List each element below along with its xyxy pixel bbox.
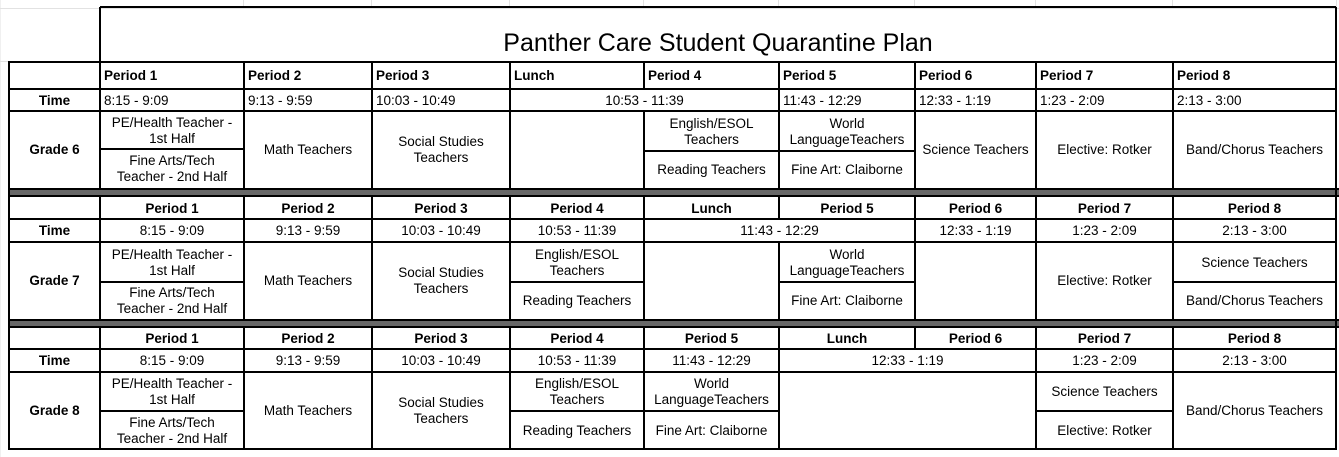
grade8-header-p6: Period 6 (948, 331, 1003, 346)
grade7-p8-top: Science Teachers (1201, 254, 1308, 270)
grade8-p5-top: World LanguageTeachers (654, 376, 769, 407)
grade6-time-p7: 1:23 - 2:09 (1040, 92, 1105, 108)
grade8-label: Grade 8 (29, 403, 80, 418)
grade6-p5-bottom: Fine Art: Claiborne (791, 162, 903, 177)
grade6-header-p8: Period 8 (1177, 68, 1231, 83)
grade7-time-p4: 10:53 - 11:39 (537, 223, 617, 238)
grade8-p4-top: English/ESOL Teachers (534, 376, 620, 407)
grade7-time-p6: 12:33 - 1:19 (939, 223, 1012, 238)
grade6-header-p4: Period 4 (648, 68, 702, 83)
grade8-time-p8: 2:13 - 3:00 (1222, 353, 1287, 368)
grade7-time-p8: 2:13 - 3:00 (1222, 223, 1287, 238)
grade6-time-p3: 10:03 - 10:49 (376, 92, 456, 108)
grade7-p5-top: World LanguageTeachers (789, 246, 905, 278)
grade8-time-p4: 10:53 - 11:39 (537, 353, 617, 368)
grade6-p8: Band/Chorus Teachers (1185, 142, 1324, 157)
grade8-time-lunch-p6: 12:33 - 1:19 (871, 353, 944, 368)
grade6-p7: Elective: Rotker (1057, 142, 1152, 157)
grade8-header-p8: Period 8 (1227, 331, 1282, 346)
grade8-header-p2: Period 2 (281, 331, 335, 346)
grade6-p2: Math Teachers (263, 142, 353, 157)
grade6-header-p2: Period 2 (248, 68, 302, 83)
grade7-header-lunch: Lunch (691, 200, 732, 216)
grade8-time-p5: 11:43 - 12:29 (672, 353, 751, 368)
grade6-header-p1: Period 1 (104, 68, 158, 83)
grade6-p4-bottom: Reading Teachers (657, 162, 766, 177)
grade7-header-p6: Period 6 (948, 200, 1003, 216)
grade8-header-p4: Period 4 (550, 331, 604, 346)
grade8-time-label: Time (38, 353, 71, 368)
grade7-p7: Elective: Rotker (1057, 273, 1152, 288)
grade8-p4-bottom: Reading Teachers (522, 422, 632, 438)
grade7-header-p5: Period 5 (820, 200, 874, 216)
grade7-header-p1: Period 1 (145, 200, 199, 216)
grade7-time-p2: 9:13 - 9:59 (275, 223, 341, 238)
grade6-p4-top: English/ESOL Teachers (669, 115, 754, 147)
grade8-p7-top: Science Teachers (1051, 384, 1158, 399)
grade6-time-label: Time (38, 92, 71, 108)
grade7-header-p7: Period 7 (1077, 200, 1132, 216)
grade6-p3: Social Studies Teachers (398, 134, 484, 165)
grade6-header-p6: Period 6 (919, 68, 973, 83)
grade7-time-lunch-p5: 11:43 - 12:29 (740, 223, 819, 238)
grade8-header-p3: Period 3 (414, 331, 468, 346)
grade7-header-p2: Period 2 (281, 200, 335, 216)
grade7-time-p7: 1:23 - 2:09 (1072, 223, 1137, 238)
grade6-time-p1: 8:15 - 9:09 (104, 92, 169, 108)
grade6-p1-top: PE/Health Teacher - 1st Half (111, 114, 233, 146)
grade8-p2: Math Teachers (263, 403, 353, 418)
grade7-p4-bottom: Reading Teachers (522, 293, 632, 308)
grade6-label: Grade 6 (29, 142, 80, 157)
grade7-p3: Social Studies Teachers (398, 265, 484, 296)
page-title: Panther Care Student Quarantine Plan (503, 29, 933, 57)
grade6-time-p6: 12:33 - 1:19 (919, 92, 992, 108)
grade6-p1-bottom: Fine Arts/Tech Teacher - 2nd Half (116, 153, 228, 184)
grade6-p6: Science Teachers (922, 142, 1029, 157)
grade7-time-label: Time (38, 223, 71, 238)
grade6-header-p3: Period 3 (376, 68, 430, 83)
grade8-header-p1: Period 1 (145, 331, 199, 346)
grade7-label: Grade 7 (29, 273, 80, 288)
grade8-time-p7: 1:23 - 2:09 (1072, 353, 1137, 368)
grade8-time-p3: 10:03 - 10:49 (401, 353, 481, 368)
grade7-header-p4: Period 4 (550, 200, 604, 216)
grade8-header-p5: Period 5 (684, 331, 739, 346)
grade8-time-p1: 8:15 - 9:09 (139, 353, 205, 368)
grade7-p4-top: English/ESOL Teachers (534, 246, 620, 278)
grade7-time-p3: 10:03 - 10:49 (401, 223, 481, 238)
grade8-p8: Band/Chorus Teachers (1185, 403, 1324, 418)
grade8-p5-bottom: Fine Art: Claiborne (655, 422, 768, 438)
grade7-p1-bottom: Fine Arts/Tech Teacher - 2nd Half (116, 285, 228, 316)
grade7-p2: Math Teachers (263, 273, 353, 288)
grade7-header-p8: Period 8 (1227, 200, 1282, 216)
grade7-header-p3: Period 3 (414, 200, 468, 216)
grade8-time-p2: 9:13 - 9:59 (275, 353, 341, 368)
grade6-p5-top: World LanguageTeachers (789, 115, 905, 147)
grade7-p5-bottom: Fine Art: Claiborne (791, 293, 903, 308)
grade8-header-p7: Period 7 (1077, 331, 1132, 346)
grade8-p1-top: PE/Health Teacher - 1st Half (111, 376, 233, 407)
grade7-time-p1: 8:15 - 9:09 (139, 223, 205, 238)
grade6-header-lunch: Lunch (514, 68, 555, 83)
grade6-header-p7: Period 7 (1040, 68, 1094, 83)
grade6-time-p5: 11:43 - 12:29 (783, 92, 862, 108)
grade8-header-lunch: Lunch (826, 331, 868, 346)
grade6-header-p5: Period 5 (783, 68, 837, 83)
grade6-time-lunch-p4: 10:53 - 11:39 (605, 92, 684, 108)
grade8-p3: Social Studies Teachers (398, 395, 484, 426)
grade8-p1-bottom: Fine Arts/Tech Teacher - 2nd Half (116, 414, 228, 446)
grade7-p1-top: PE/Health Teacher - 1st Half (111, 246, 233, 278)
grade6-time-p2: 9:13 - 9:59 (248, 92, 313, 108)
grade7-p8-bottom: Band/Chorus Teachers (1185, 293, 1324, 308)
grade6-time-p8: 2:13 - 3:00 (1177, 92, 1242, 108)
grade8-p7-bottom: Elective: Rotker (1057, 422, 1152, 438)
